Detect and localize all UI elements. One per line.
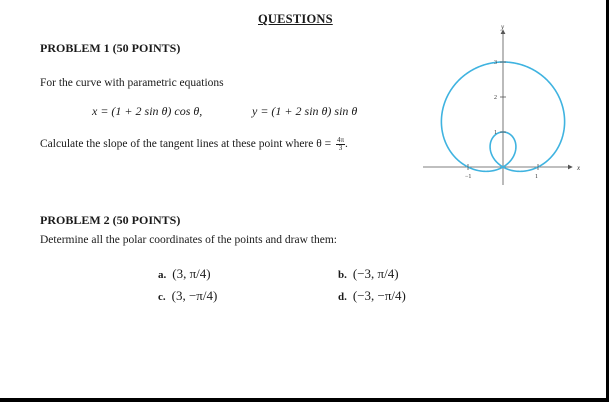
item-label: b. [338, 269, 347, 281]
problem2-heading: PROBLEM 2 (50 POINTS) [40, 213, 181, 227]
item-value: (3, −π/4) [171, 288, 218, 303]
item-value: (−3, π/4) [352, 266, 399, 281]
equation-x: x = (1 + 2 sin θ) cos θ, [92, 104, 203, 118]
item-label: c. [158, 291, 166, 303]
problem1-intro: For the curve with parametric equations [40, 77, 224, 89]
item-label: d. [338, 291, 347, 303]
axis-ticks [465, 60, 538, 180]
y-axis-label: y [501, 23, 505, 31]
y-tick-label: 3 [494, 60, 497, 66]
theta-denominator: 3 [338, 144, 343, 152]
y-tick-label: 1 [494, 130, 497, 136]
item-label: a. [158, 269, 167, 281]
theta-numerator: 4π [336, 136, 345, 144]
question-suffix: . [345, 138, 348, 151]
x-tick-label: −1 [465, 174, 472, 180]
x-tick-label: 1 [535, 174, 538, 180]
equation-y: y = (1 + 2 sin θ) sin θ [252, 104, 358, 118]
question-text: Calculate the slope of the tangent lines at these point where θ = [40, 138, 332, 151]
page-title: QUESTIONS [258, 12, 333, 26]
y-tick-label: 2 [494, 95, 497, 101]
item-value: (−3, −π/4) [352, 288, 406, 303]
item-value: (3, π/4) [172, 266, 211, 281]
problem2-intro: Determine all the polar coordinates of the points and draw them: [40, 234, 337, 246]
x-axis-label: x [577, 164, 581, 172]
problem1-heading: PROBLEM 1 (50 POINTS) [40, 41, 181, 55]
